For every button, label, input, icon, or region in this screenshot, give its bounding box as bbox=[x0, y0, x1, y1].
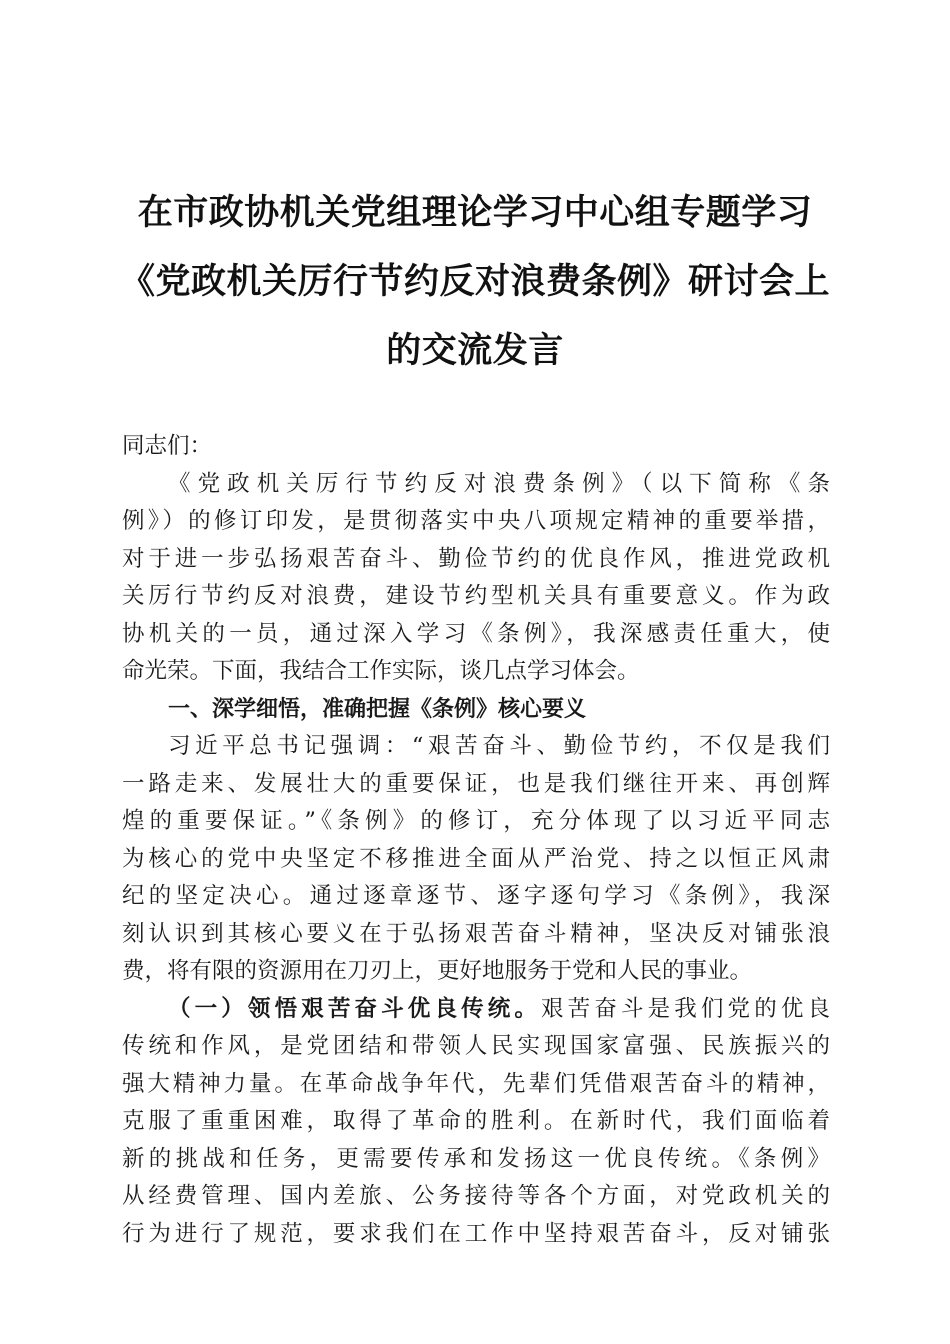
paragraph-line: 对于进一步弘扬艰苦奋斗、勤俭节约的优良作风，推进党政机 bbox=[122, 545, 830, 572]
paragraph-line: 一路走来、发展壮大的重要保证，也是我们继往开来、再创辉 bbox=[122, 770, 830, 797]
paragraph-line: 纪的坚定决心。通过逐章逐节、逐字逐句学习《条例》，我深 bbox=[122, 883, 830, 909]
section1-paragraph bbox=[122, 728, 830, 991]
intro-paragraph bbox=[122, 466, 830, 691]
paragraph-line bbox=[122, 991, 830, 1029]
paragraph-line: 刻认识到其核心要义在于弘扬艰苦奋斗精神，坚决反对铺张浪 bbox=[122, 920, 830, 947]
paragraph-line: 协机关的一员，通过深入学习《条例》，我深感责任重大，使 bbox=[122, 620, 830, 647]
subsection-lead-rest: 艰苦奋斗是我们党的优良 bbox=[541, 995, 830, 1022]
paragraph-line: 行为进行了规范，要求我们在工作中坚持艰苦奋斗，反对铺张 bbox=[122, 1220, 830, 1247]
document-body bbox=[122, 428, 830, 1253]
paragraph-line: 传统和作风，是党团结和带领人民实现国家富强、民族振兴的 bbox=[122, 1033, 830, 1059]
paragraph-line: 为核心的党中央坚定不移推进全面从严治党、持之以恒正风肃 bbox=[122, 845, 830, 872]
salutation: 同志们： bbox=[122, 433, 213, 459]
paragraph-line: 费，将有限的资源用在刀刃上，更好地服务于党和人民的事业。 bbox=[122, 958, 753, 984]
title-line-2: 《党政机关厉行节约反对浪费条例》研讨会上 bbox=[119, 261, 830, 302]
paragraph-line: 例》）的修订印发，是贯彻落实中央八项规定精神的重要举措， bbox=[122, 508, 830, 534]
paragraph-line: 习近平总书记强调：“艰苦奋斗、勤俭节约，不仅是我们 bbox=[168, 733, 830, 759]
paragraph-line: 从经费管理、国内差旅、公务接待等各个方面，对党政机关的 bbox=[122, 1183, 830, 1209]
paragraph-line: 命光荣。下面，我结合工作实际，谈几点学习体会。 bbox=[122, 658, 640, 684]
paragraph-line: 关厉行节约反对浪费，建设节约型机关具有重要意义。作为政 bbox=[122, 583, 830, 609]
paragraph-line: 《党政机关厉行节约反对浪费条例》（以下简称《条 bbox=[168, 470, 830, 497]
subsection-lead: （一）领悟艰苦奋斗优良传统。 bbox=[168, 995, 542, 1022]
paragraph-line: 克服了重重困难，取得了革命的胜利。在新时代，我们面临着 bbox=[122, 1108, 830, 1134]
subsection1-paragraph bbox=[122, 991, 830, 1254]
title-line-1: 在市政协机关党组理论学习中心组专题学习 bbox=[137, 192, 813, 233]
paragraph-line: 煌的重要保证。”《条例》的修订，充分体现了以习近平同志 bbox=[122, 808, 830, 834]
title-line-3: 的交流发言 bbox=[386, 330, 564, 371]
document-title bbox=[110, 178, 840, 385]
section-heading: 一、深学细悟，准确把握《条例》核心要义 bbox=[168, 696, 587, 722]
paragraph-line: 强大精神力量。在革命战争年代，先辈们凭借艰苦奋斗的精神， bbox=[122, 1070, 830, 1097]
paragraph-line: 新的挑战和任务，更需要传承和发扬这一优良传统。《条例》 bbox=[122, 1145, 830, 1172]
